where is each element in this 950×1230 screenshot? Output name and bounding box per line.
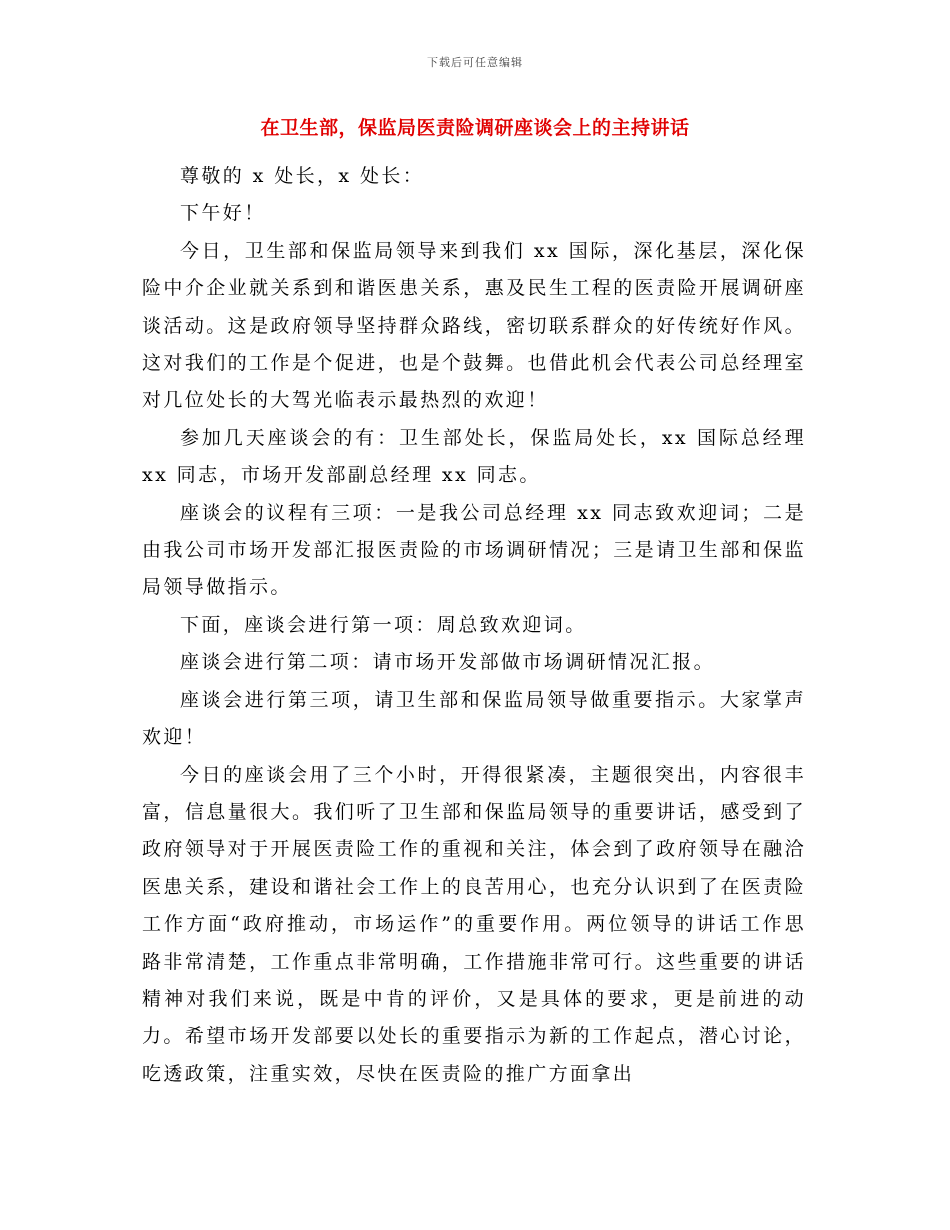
header-note: 下载后可任意编辑 [427, 56, 523, 69]
paragraph-attendees: 参加几天座谈会的有：卫生部处长，保监局处长，xx 国际总经理 xx 同志，市场开发部副总经理 xx 同志。 [142, 426, 806, 487]
paragraph-opening: 今日，卫生部和保监局领导来到我们 xx 国际，深化基层，深化保险中介企业就关系到和谐医患关系，惠及民生工程的医责险开展调研座谈活动。这是政府领导坚持群众路线，密切联系群众的好传统好作风。这对我们的工作是个促进，也是个鼓舞。也借此机会代表公司总经理室对几位处长的大驾光临表示最热烈的欢迎！ [142, 239, 806, 412]
salutation: 尊敬的 x 处长，x 处长： [180, 165, 425, 187]
greeting: 下午好！ [180, 202, 266, 225]
paragraph-summary: 今日的座谈会用了三个小时，开得很紧凑，主题很突出，内容很丰富，信息量很大。我们听了卫生部和保监局领导的重要讲话，感受到了政府领导对于开展医责险工作的重视和关注，体会到了政府领导在融洽医患关系，建设和谐社会工作上的良苦用心，也充分认识到了在医责险工作方面“政府推动，市场运作”的重要作用。两位领导的讲话工作思路非常清楚，工作重点非常明确，工作措施非常可行。这些重要的讲话精神对我们来说，既是中肯的评价，又是具体的要求，更是前进的动力。希望市场开发部要以处长的重要指示为新的工作起点，潜心讨论，吃透政策，注重实效，尽快在医责险的推广方面拿出 [142, 763, 806, 1085]
paragraph-item-two: 座谈会进行第二项：请市场开发部做市场调研情况汇报。 [180, 651, 716, 674]
document-body [142, 158, 806, 1093]
paragraph-item-three: 座谈会进行第三项，请卫生部和保监局领导做重要指示。大家掌声欢迎！ [142, 688, 806, 749]
document-title: 在卫生部，保监局医责险调研座谈会上的主持讲话 [260, 117, 690, 139]
paragraph-agenda: 座谈会的议程有三项：一是我公司总经理 xx 同志致欢迎词；二是由我公司市场开发部汇报医责险的市场调研情况；三是请卫生部和保监局领导做指示。 [142, 501, 806, 599]
paragraph-item-one: 下面，座谈会进行第一项：周总致欢迎词。 [180, 613, 587, 636]
